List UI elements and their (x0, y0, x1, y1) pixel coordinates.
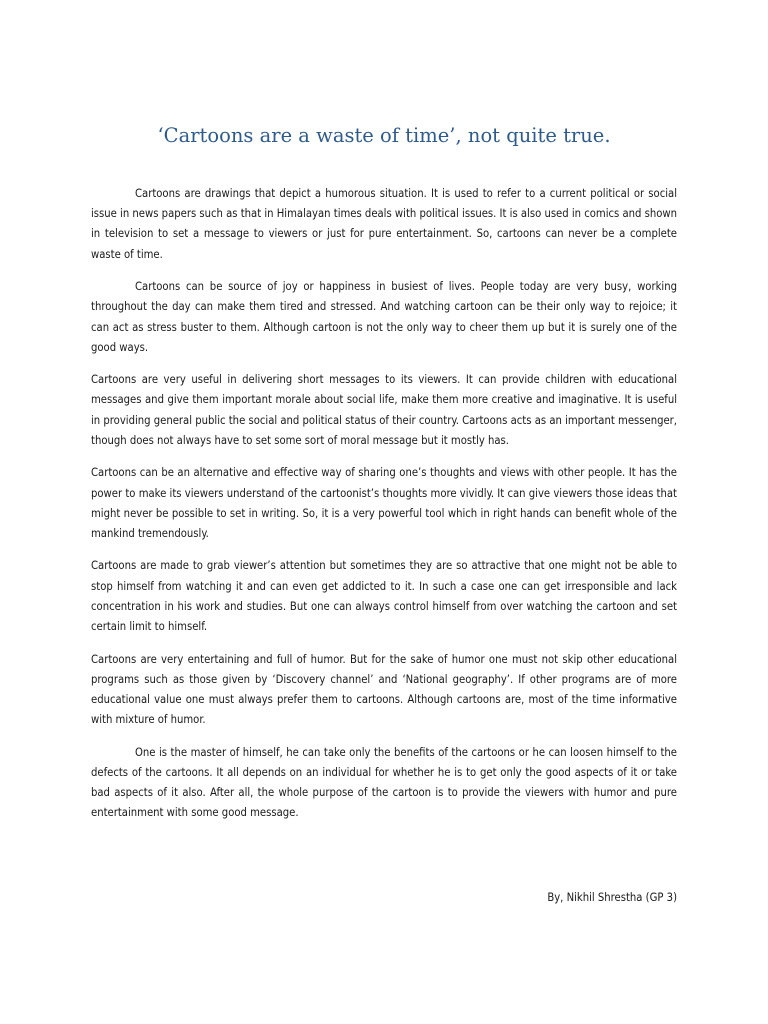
author-signature: By, Nikhil Shrestha (GP 3) (547, 891, 677, 904)
paragraph-4: Cartoons can be an alternative and effective way of sharing one’s thoughts and views with other people. It has the power to make its viewers understand of the cartoonist’s thoughts more vividly. It can give viewers those ideas that might never be possible to set in writing. So, it is a very powerful tool which in right hands can benefit whole of the mankind tremendously. (91, 466, 677, 540)
paragraph-1: Cartoons are drawings that depict a humorous situation. It is used to refer to a current political or social issue in news papers such as that in Himalayan times deals with political issues. It is also used in comics and shown in television to set a message to viewers or just for pure entertainment. So, cartoons can never be a complete waste of time. (91, 187, 678, 261)
document-body (91, 184, 677, 836)
paragraph-3: Cartoons are very useful in delivering short messages to its viewers. It can provide children with educational messages and give them important morale about social life, make them more creative and imaginative. It is useful in providing general public the social and political status of their country. Cartoons acts as an important messenger, though does not always have to set some sort of moral message but it mostly has. (91, 373, 677, 447)
paragraph-7: One is the master of himself, he can take only the benefits of the cartoons or he can loosen himself to the defects of the cartoons. It all depends on an individual for whether he is to get only the good aspects of it or take bad aspects of it also. After all, the whole purpose of the cartoon is to provide the viewers with humor and pure entertainment with some good message. (91, 745, 677, 820)
paragraph-6: Cartoons are very entertaining and full of humor. But for the sake of humor one must not skip other educational programs such as those given by ‘Discovery channel’ and ‘National geography’. If other programs are of more educational value one must always prefer them to cartoons. Although cartoons are, most of the time informative with mixture of humor. (91, 652, 677, 727)
document-title: ‘Cartoons are a waste of time’, not quite true. (157, 124, 611, 147)
paragraph-2: Cartoons can be source of joy or happiness in busiest of lives. People today are very busy, working throughout the day can make them tired and stressed. And watching cartoon can be their only way to rejoice; it can act as stress buster to them. Although cartoon is not the only way to cheer them up but it is surely one of the good ways. (91, 280, 677, 354)
paragraph-5: Cartoons are made to grab viewer’s attention but sometimes they are so attractive that one might not be able to stop himself from watching it and can even get addicted to it. In such a case one can get irresponsible and lack concentration in his work and studies. But one can always control himself from over watching the cartoon and set certain limit to himself. (91, 559, 677, 634)
